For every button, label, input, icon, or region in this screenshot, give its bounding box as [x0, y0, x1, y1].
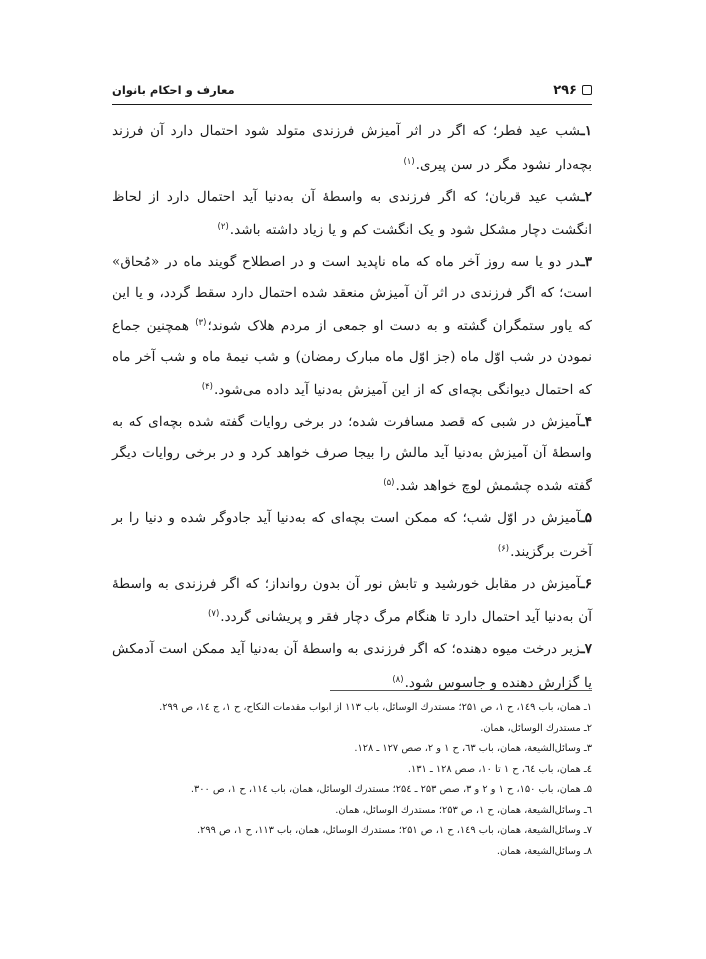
- paragraph-text: شب عید فطر؛ که اگر در اثر آمیزش فرزندی متولد شود احتمال دارد آن فرزند بچه‌دار نشود مگر در سن پیری.: [112, 123, 592, 173]
- paragraph-text: آمیزش در اوّل شب؛ که ممکن است بچه‌ای که به‌دنیا آید جادوگر شده و دنیا را بر آخرت برگزیند.: [112, 510, 592, 560]
- footnote-1: ۱ـ همان، باب ۱٤٩، ح ۱، ص ۲۵۱؛ مستدرك الوسائل، باب ۱۱۳ از ابواب مقدمات النكاح، ح ۱، ج ۱٤، ص ۲۹۹.: [159, 702, 592, 713]
- page-number: ۲۹۶: [553, 82, 577, 98]
- header-divider: [112, 104, 592, 105]
- footnote-4: ٤ـ همان، باب ٦٤، ح ۱ تا ۱۰، صص ۱۲۸ ـ ۱۳۱.: [407, 763, 592, 775]
- square-bullet-icon: [582, 85, 592, 95]
- main-text: [112, 116, 592, 700]
- footnote-7: ۷ـ وسائل‌الشيعة، همان، باب ۱٤٩، ح ۱، ص ۲۵۱؛ مستدرك الوسائل، همان، باب ۱۱۳، ح ۱، ص ۲۹۹.: [196, 825, 592, 836]
- paragraph-6: [112, 569, 592, 633]
- footnote-divider: [330, 690, 592, 691]
- paragraph-text: آمیزش در شبی که قصد مسافرت شده؛ در برخی روایات گفته شده بچه‌ای که به واسطهٔ آن آمیزش به‌دنیا آید مالش را بیجا صرف خواهد کرد و در برخی روایات دیگر گفته شده چشمش لوچ خواهد شد.: [112, 414, 592, 494]
- paragraph-text: آمیزش در مقابل خورشید و تابش نور آن بدون روانداز؛ که اگر فرزندی به واسطهٔ آن به‌دنیا آید احتمال دارد تا هنگام مرگ دچار فقر و پریشانی گردد.: [112, 575, 592, 625]
- running-title: معارف و احکام بانوان: [112, 83, 235, 97]
- footnote-5: ۵ـ همان، باب ۱۵۰، ح ۱ و ۲ و ۳، صص ۲۵۳ ـ ۲۵٤؛ مستدرك الوسائل، همان، باب ۱۱٤، ح ۱، ص ۳۰۰.: [190, 784, 592, 795]
- paragraph-text: همچنین جماع نمودن در شب اوّل ماه (جز اوّل ماه مبارک رمضان) و شب نیمهٔ ماه و شب آخر ماه که احتمال دیوانگی بچه‌ای که از این آمیزش به‌دنیا آید داده می‌شود.: [112, 318, 592, 398]
- footnote-2: ۲ـ مستدرك الوسائل، همان.: [480, 722, 592, 734]
- footnote-3: ۳ـ وسائل‌الشيعة، همان، باب ٦۳، ح ۱ و ۲، صص ۱۲۷ ـ ۱۲۸.: [354, 743, 592, 754]
- paragraph-text: زیر درخت میوه دهنده؛ که اگر فرزندی به واسطهٔ آن به‌دنیا آید ممکن است آدمکش یا گزارش دهنده و جاسوس شود.: [112, 641, 592, 691]
- footnote-ref[interactable]: (۶): [497, 543, 510, 554]
- item-number: ۳ـ: [580, 254, 592, 270]
- paragraph-4: [112, 407, 592, 502]
- paragraph-3: [112, 247, 592, 406]
- footnote-ref[interactable]: (۳): [195, 318, 207, 328]
- item-number: ۵ـ: [580, 510, 592, 526]
- item-number: ۷ـ: [580, 641, 592, 657]
- footnote-ref[interactable]: (۱): [403, 156, 415, 167]
- footnote-ref[interactable]: (۵): [383, 478, 395, 488]
- page-header: [112, 78, 592, 102]
- page-number-block: [553, 83, 592, 98]
- footnote-ref[interactable]: (۷): [208, 609, 220, 619]
- item-number: ۴ـ: [580, 414, 592, 430]
- paragraph-1: [112, 116, 592, 180]
- paragraph-text: در دو یا سه روز آخر ماه که ماه ناپدید است و در اصطلاح گویند ماه در «مُحاق» است؛ که اگر فرزندی در اثر آن آمیزش منعقد شده احتمال دارد سقط گردد، و یا این که یاور ستمگران گشته و به دست او جمعی از مردم هلاک شوند؛: [112, 254, 593, 334]
- item-number: ۲ـ: [580, 188, 592, 205]
- paragraph-text: شب عید قربان؛ که اگر فرزندی به واسطهٔ آن به‌دنیا آید احتمال دارد از لحاظ انگشت دچار مشکل شود و یک انگشت کم و یا زیاد داشته باشد.: [112, 188, 592, 238]
- footnote-ref[interactable]: (۸): [392, 674, 404, 685]
- footnote-ref[interactable]: (۴): [201, 382, 213, 392]
- paragraph-7: [112, 634, 592, 698]
- item-number: ۶ـ: [580, 575, 592, 592]
- footnote-ref[interactable]: (۲): [217, 222, 229, 232]
- footnotes: [112, 698, 592, 862]
- footnote-6: ٦ـ وسائل‌الشيعة، همان، ح ۱، ص ۲۵۳؛ مستدرك الوسائل، همان.: [335, 804, 592, 816]
- item-number: ۱ـ: [580, 123, 592, 139]
- footnote-8: ۸ـ وسائل‌الشيعة، همان.: [496, 845, 592, 857]
- paragraph-2: [112, 182, 592, 246]
- paragraph-5: [112, 503, 592, 567]
